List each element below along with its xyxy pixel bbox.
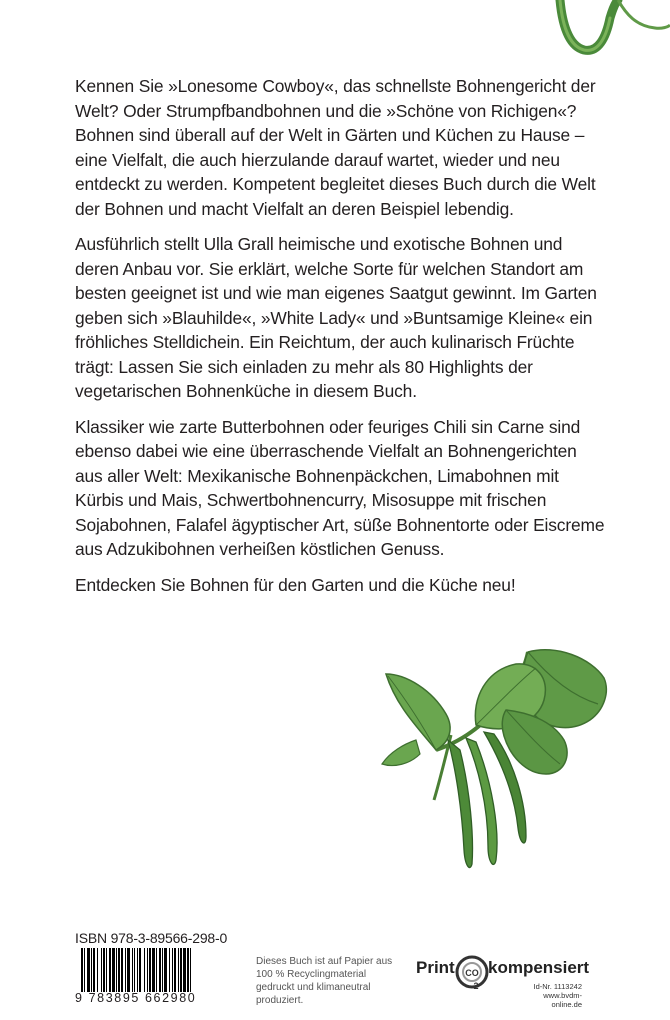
isbn-label: ISBN 978-3-89566-298-0 (75, 930, 228, 946)
bean-pod-illustration (540, 0, 670, 70)
bean-plant-illustration (376, 640, 612, 880)
logo-website: www.bvdm-online.de (543, 991, 582, 1009)
logo-word-print: Print (416, 958, 455, 977)
co2-subscript-text: 2 (473, 981, 479, 991)
blurb-paragraph: Entdecken Sie Bohnen für den Garten und die Küche neu! (75, 574, 516, 595)
recycling-note: Dieses Buch ist auf Papier aus 100 % Recyclingmaterial gedruckt und klimaneutral produziert. (256, 956, 393, 1006)
barcode-bars (81, 948, 221, 992)
logo-id-number: Id-Nr. 1113242 (533, 982, 582, 991)
logo-id-info (516, 982, 582, 1009)
blurb-paragraph: Kennen Sie »Lonesome Cowboy«, das schnellste Bohnengericht der Welt? Oder Strumpfbandbohnen und die »Schöne von Richigen«? Bohnen sind überall auf der Welt in Gärten und Küchen zu Hause – eine Vielfalt, die auch hierzulande darauf wartet, wieder und neu entdeckt zu werden. Kompetent begleitet dieses Buch durch die Welt der Bohnen und macht Vielfalt an deren Beispiel lebendig. (75, 76, 596, 219)
isbn-barcode (75, 948, 225, 1003)
blurb-paragraph: Klassiker wie zarte Butterbohnen oder feuriges Chili sin Carne sind ebenso dabei wie eine überraschende Vielfalt an Bohnengerichten aus aller Welt: Mexikanische Bohnenpäckchen, Limabohnen mit Kürbis und Mais, Schwertbohnencurry, Misosuppe mit frischen Sojabohnen, Falafel ägyptischer Art, süße Bohnentorte oder Eiscreme aus Adzukibohnen verheißen köstlichen Genuss. (75, 416, 605, 559)
co2-symbol-text: CO (465, 968, 479, 978)
blurb-paragraph: Ausführlich stellt Ulla Grall heimische und exotische Bohnen und deren Anbau vor. Sie erklärt, welche Sorte für welchen Standort am besten geeignet ist und wie man eigenes Saatgut gewinnt. Im Garten geben sich »Blauhilde«, »White Lady« und »Buntsamige Kleine« ein fröhliches Stelldichein. Ein Reichtum, der auch kulinarisch Früchte trägt: Lassen Sie sich einladen zu mehr als 80 Highlights der vegetarischen Bohnenküche in diesem Buch. (75, 234, 597, 401)
print-co2-kompensiert-logo (416, 952, 606, 1009)
co2-circle-icon (452, 952, 492, 992)
logo-word-kompensiert: kompensiert (488, 958, 590, 977)
barcode-digits: 9 783895 662980 (75, 991, 197, 1005)
back-cover-blurb (75, 74, 605, 608)
